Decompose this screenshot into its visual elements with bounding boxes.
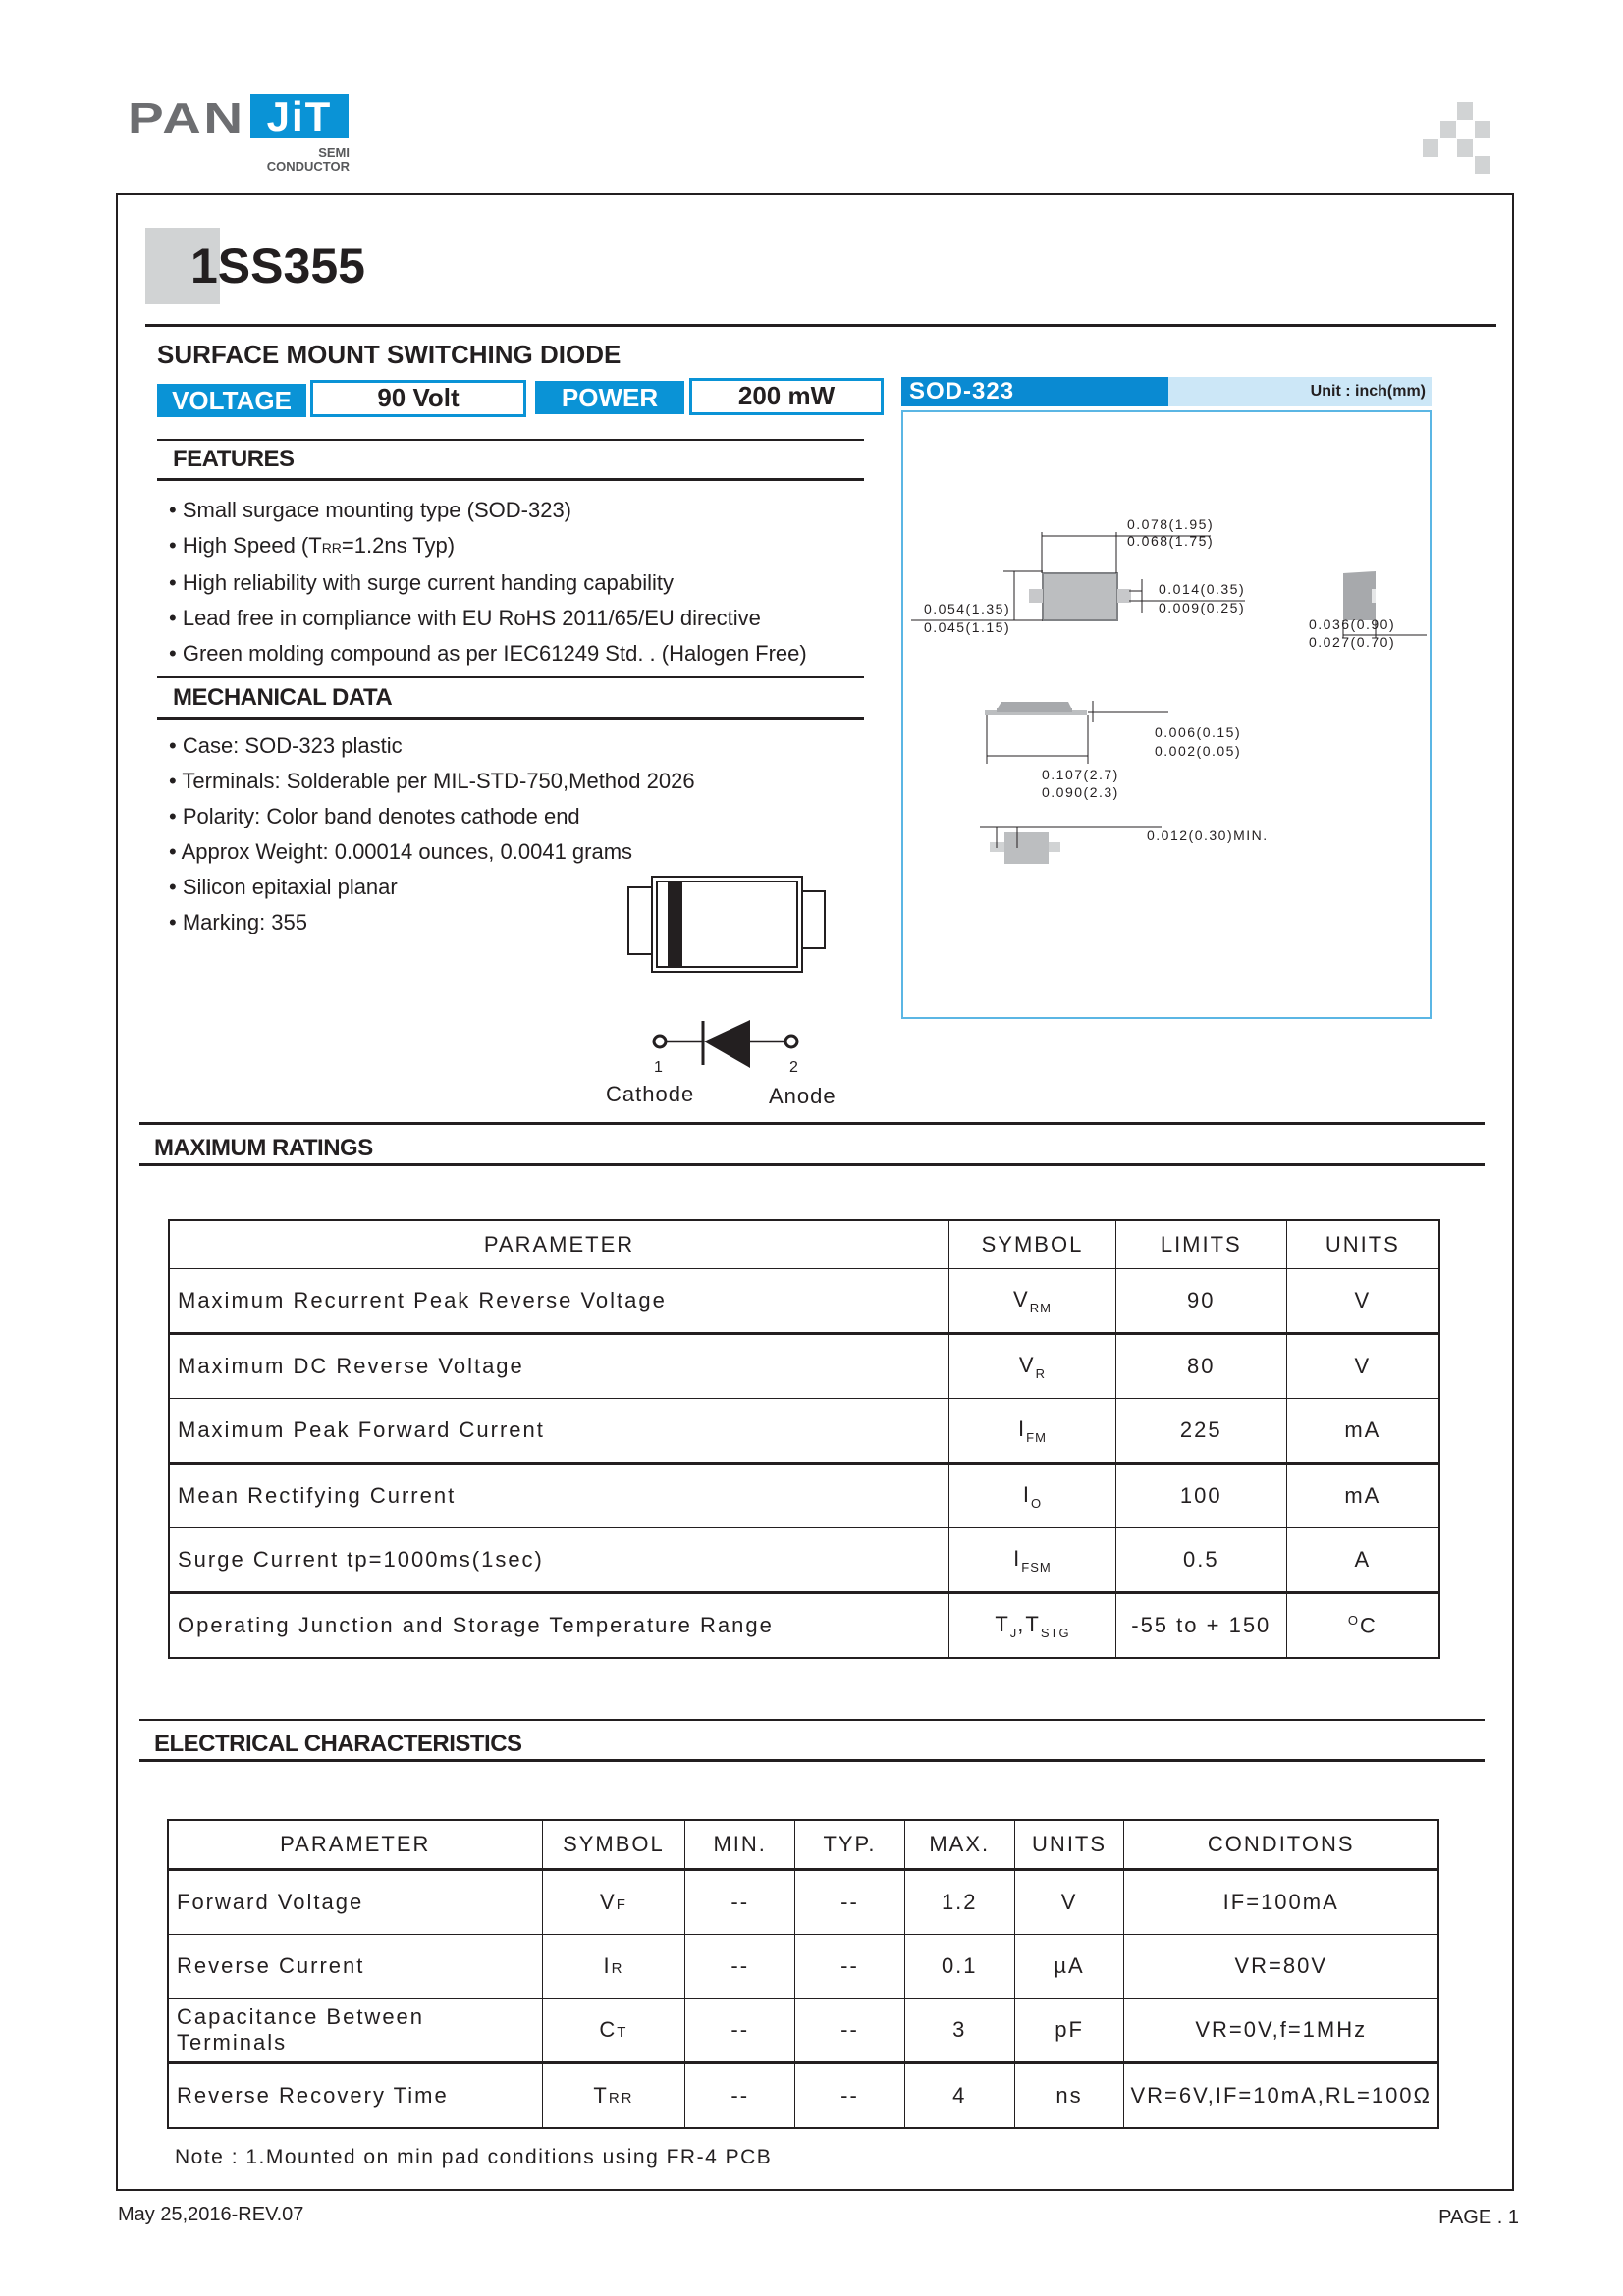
symbol-cell xyxy=(542,2063,685,2129)
mechanical-item: • Case: SOD-323 plastic xyxy=(169,728,695,764)
header-typ: TYP. xyxy=(795,1820,905,1870)
min-cell: -- xyxy=(685,1999,795,2063)
max-ratings-table xyxy=(168,1219,1440,1659)
package-outline-icon xyxy=(619,874,835,991)
limit-cell: 90 xyxy=(1115,1269,1286,1334)
feature-item: • Small surgace mounting type (SOD-323) xyxy=(169,493,807,528)
parameter-cell: Capacitance Between Terminals xyxy=(168,1999,542,2063)
electrical-table xyxy=(167,1819,1439,2129)
page-number: PAGE . 1 xyxy=(1438,2207,1519,2228)
table-header-row xyxy=(169,1220,1439,1269)
symbol-cell xyxy=(949,1334,1116,1399)
symbol-subscript: T xyxy=(617,2024,628,2041)
header-parameter: PARAMETER xyxy=(168,1820,542,1870)
power-label: POWER xyxy=(535,381,684,414)
header-max: MAX. xyxy=(904,1820,1014,1870)
symbol-cell xyxy=(542,1870,685,1935)
table-row xyxy=(169,1464,1439,1528)
features-heading: FEATURES xyxy=(173,446,295,472)
parameter-cell: Maximum Recurrent Peak Reverse Voltage xyxy=(169,1269,949,1334)
table-row xyxy=(169,1269,1439,1334)
unit-cell xyxy=(1286,1593,1439,1659)
logo-pan-text: PAN xyxy=(128,94,245,142)
dim-lead-thickness-min: 0.002(0.05) xyxy=(1155,743,1242,759)
symbol-cell xyxy=(949,1399,1116,1464)
header-parameter: PARAMETER xyxy=(169,1220,949,1269)
condition-cell: VR=6V,IF=10mA,RL=100Ω xyxy=(1124,2063,1438,2129)
unit-cell: mA xyxy=(1286,1464,1439,1528)
feature-subscript: RR xyxy=(321,540,342,556)
symbol-text: T xyxy=(593,2083,609,2108)
max-cell: 4 xyxy=(904,2063,1014,2129)
unit-cell: V xyxy=(1286,1269,1439,1334)
symbol-text: I xyxy=(1022,1481,1031,1507)
symbol-subscript: R xyxy=(1035,1365,1046,1381)
features-bottom-rule xyxy=(157,478,864,481)
symbol-cell xyxy=(949,1269,1116,1334)
symbol-cell xyxy=(949,1593,1116,1659)
parameter-cell: Operating Junction and Storage Temperature Range xyxy=(169,1593,949,1659)
mechanical-heading: MECHANICAL DATA xyxy=(173,684,393,711)
condition-cell: VR=80V xyxy=(1124,1935,1438,1999)
header-units: UNITS xyxy=(1286,1220,1439,1269)
dim-length-min: 0.068(1.75) xyxy=(1127,533,1215,549)
typ-cell: -- xyxy=(795,1870,905,1935)
typ-cell: -- xyxy=(795,1999,905,2063)
table-row xyxy=(168,1870,1438,1935)
max-ratings-heading: MAXIMUM RATINGS xyxy=(154,1135,373,1161)
feature-item: • Green molding compound as per IEC61249 Std. . (Halogen Free) xyxy=(169,636,807,671)
feature-item: • High reliability with surge current handing capability xyxy=(169,565,807,601)
unit-cell: V xyxy=(1286,1334,1439,1399)
feature-item: • Lead free in compliance with EU RoHS 2011/65/EU directive xyxy=(169,601,807,636)
pin2-label: 2 xyxy=(789,1059,798,1076)
header-min: MIN. xyxy=(685,1820,795,1870)
symbol-text: V xyxy=(1018,1352,1036,1377)
footnote: Note : 1.Mounted on min pad conditions using FR-4 PCB xyxy=(175,2146,773,2168)
table-row xyxy=(168,1935,1438,1999)
symbol-subscript: R xyxy=(611,1960,624,1977)
feature-text: High Speed (T xyxy=(182,533,322,558)
electrical-bottom-rule xyxy=(139,1759,1485,1762)
package-dimension-drawing-icon xyxy=(901,410,1432,1019)
features-top-rule xyxy=(157,439,864,441)
symbol-cell xyxy=(542,1935,685,1999)
dim-lead-thickness-max: 0.006(0.15) xyxy=(1155,724,1242,740)
symbol-text: V xyxy=(1013,1286,1030,1311)
symbol-subscript: RR xyxy=(608,2090,634,2107)
condition-cell: IF=100mA xyxy=(1124,1870,1438,1935)
mechanical-bottom-rule xyxy=(157,717,864,720)
package-unit-label: Unit : inch(mm) xyxy=(1168,377,1432,406)
table-row xyxy=(169,1334,1439,1399)
symbol-subscript: O xyxy=(1030,1495,1043,1511)
dim-lead-width-min: 0.009(0.25) xyxy=(1159,600,1246,615)
parameter-cell: Mean Rectifying Current xyxy=(169,1464,949,1528)
mechanical-item: • Approx Weight: 0.00014 ounces, 0.0041 grams xyxy=(169,834,695,870)
symbol-text: I xyxy=(603,1953,612,1978)
logo-jit-badge: JiT xyxy=(250,94,349,138)
degree-superscript: O xyxy=(1347,1612,1360,1628)
symbol-cell xyxy=(949,1528,1116,1593)
header-units: UNITS xyxy=(1014,1820,1124,1870)
max-ratings-top-rule xyxy=(139,1122,1485,1125)
symbol-text: C xyxy=(599,2017,618,2042)
max-ratings-bottom-rule xyxy=(139,1163,1485,1166)
max-cell: 0.1 xyxy=(904,1935,1014,1999)
parameter-cell: Reverse Current xyxy=(168,1935,542,1999)
table-row xyxy=(169,1528,1439,1593)
table-row xyxy=(168,2063,1438,2129)
cathode-label: Cathode xyxy=(606,1082,695,1106)
limit-cell: 0.5 xyxy=(1115,1528,1286,1593)
limit-cell: 225 xyxy=(1115,1399,1286,1464)
dim-width-max: 0.054(1.35) xyxy=(924,601,1011,616)
table-header-row xyxy=(168,1820,1438,1870)
header-symbol: SYMBOL xyxy=(949,1220,1116,1269)
parameter-cell: Surge Current tp=1000ms(1sec) xyxy=(169,1528,949,1593)
dim-overall-min: 0.090(2.3) xyxy=(1042,784,1119,800)
dim-length-max: 0.078(1.95) xyxy=(1127,516,1215,532)
max-cell: 3 xyxy=(904,1999,1014,2063)
max-cell: 1.2 xyxy=(904,1870,1014,1935)
limit-cell: 100 xyxy=(1115,1464,1286,1528)
symbol-subscript: J xyxy=(1009,1625,1018,1640)
symbol-subscript: STG xyxy=(1040,1625,1070,1640)
symbol-subscript: F xyxy=(616,1896,627,1913)
unit-text: C xyxy=(1359,1613,1378,1638)
voltage-value: 90 Volt xyxy=(310,380,526,417)
unit-cell: µA xyxy=(1014,1935,1124,1999)
unit-cell: ns xyxy=(1014,2063,1124,2129)
typ-cell: -- xyxy=(795,1935,905,1999)
symbol-text: T xyxy=(995,1611,1010,1636)
device-subtitle: SURFACE MOUNT SWITCHING DIODE xyxy=(157,340,622,369)
limit-cell: 80 xyxy=(1115,1334,1286,1399)
symbol-text: I xyxy=(1018,1415,1027,1441)
title-divider xyxy=(145,324,1496,327)
limit-cell: -55 to + 150 xyxy=(1115,1593,1286,1659)
electrical-top-rule xyxy=(139,1719,1485,1721)
package-name-header: SOD-323 xyxy=(901,377,1168,406)
feature-item xyxy=(169,528,807,565)
parameter-cell: Forward Voltage xyxy=(168,1870,542,1935)
electrical-heading: ELECTRICAL CHARACTERISTICS xyxy=(154,1731,522,1757)
mechanical-item: • Polarity: Color band denotes cathode end xyxy=(169,799,695,834)
dim-height-min: 0.027(0.70) xyxy=(1309,634,1396,650)
logo-semi-text: SEMI xyxy=(318,145,350,160)
mechanical-item: • Marking: 355 xyxy=(169,905,695,940)
features-list xyxy=(169,493,807,671)
symbol-cell xyxy=(542,1999,685,2063)
parameter-cell: Maximum DC Reverse Voltage xyxy=(169,1334,949,1399)
dim-lead-length: 0.012(0.30)MIN. xyxy=(1147,828,1269,843)
symbol-subscript: FSM xyxy=(1021,1559,1052,1575)
dim-overall-max: 0.107(2.7) xyxy=(1042,767,1119,782)
mechanical-item: • Terminals: Solderable per MIL-STD-750,Method 2026 xyxy=(169,764,695,799)
parameter-cell: Reverse Recovery Time xyxy=(168,2063,542,2129)
voltage-label: VOLTAGE xyxy=(157,384,306,417)
condition-cell: VR=0V,f=1MHz xyxy=(1124,1999,1438,2063)
mechanical-top-rule xyxy=(157,676,864,678)
table-row xyxy=(169,1593,1439,1659)
dim-width-min: 0.045(1.15) xyxy=(924,619,1011,635)
unit-cell: V xyxy=(1014,1870,1124,1935)
mechanical-item: • Silicon epitaxial planar xyxy=(169,870,695,905)
part-number-title: 1SS355 xyxy=(190,239,365,294)
unit-cell: A xyxy=(1286,1528,1439,1593)
symbol-subscript: FM xyxy=(1026,1429,1047,1445)
unit-cell: pF xyxy=(1014,1999,1124,2063)
header-conditions: CONDITONS xyxy=(1124,1820,1438,1870)
header-limits: LIMITS xyxy=(1115,1220,1286,1269)
typ-cell: -- xyxy=(795,2063,905,2129)
power-value: 200 mW xyxy=(689,378,884,415)
table-row xyxy=(168,1999,1438,2063)
symbol-subscript: RM xyxy=(1029,1300,1052,1315)
anode-label: Anode xyxy=(769,1084,837,1108)
unit-cell: mA xyxy=(1286,1399,1439,1464)
min-cell: -- xyxy=(685,2063,795,2129)
logo-conductor-text: CONDUCTOR xyxy=(266,159,350,174)
table-row xyxy=(169,1399,1439,1464)
symbol-text: V xyxy=(600,1890,617,1914)
symbol-cell xyxy=(949,1464,1116,1528)
dim-lead-width-max: 0.014(0.35) xyxy=(1159,581,1246,597)
dim-height-max: 0.036(0.90) xyxy=(1309,616,1396,632)
feature-text: =1.2ns Typ) xyxy=(341,533,456,558)
min-cell: -- xyxy=(685,1870,795,1935)
symbol-text: ,T xyxy=(1017,1611,1041,1636)
symbol-text: I xyxy=(1013,1545,1022,1571)
mechanical-list xyxy=(169,728,695,940)
min-cell: -- xyxy=(685,1935,795,1999)
revision-date: May 25,2016-REV.07 xyxy=(118,2204,304,2225)
header-symbol: SYMBOL xyxy=(542,1820,685,1870)
pin1-label: 1 xyxy=(654,1059,663,1076)
parameter-cell: Maximum Peak Forward Current xyxy=(169,1399,949,1464)
